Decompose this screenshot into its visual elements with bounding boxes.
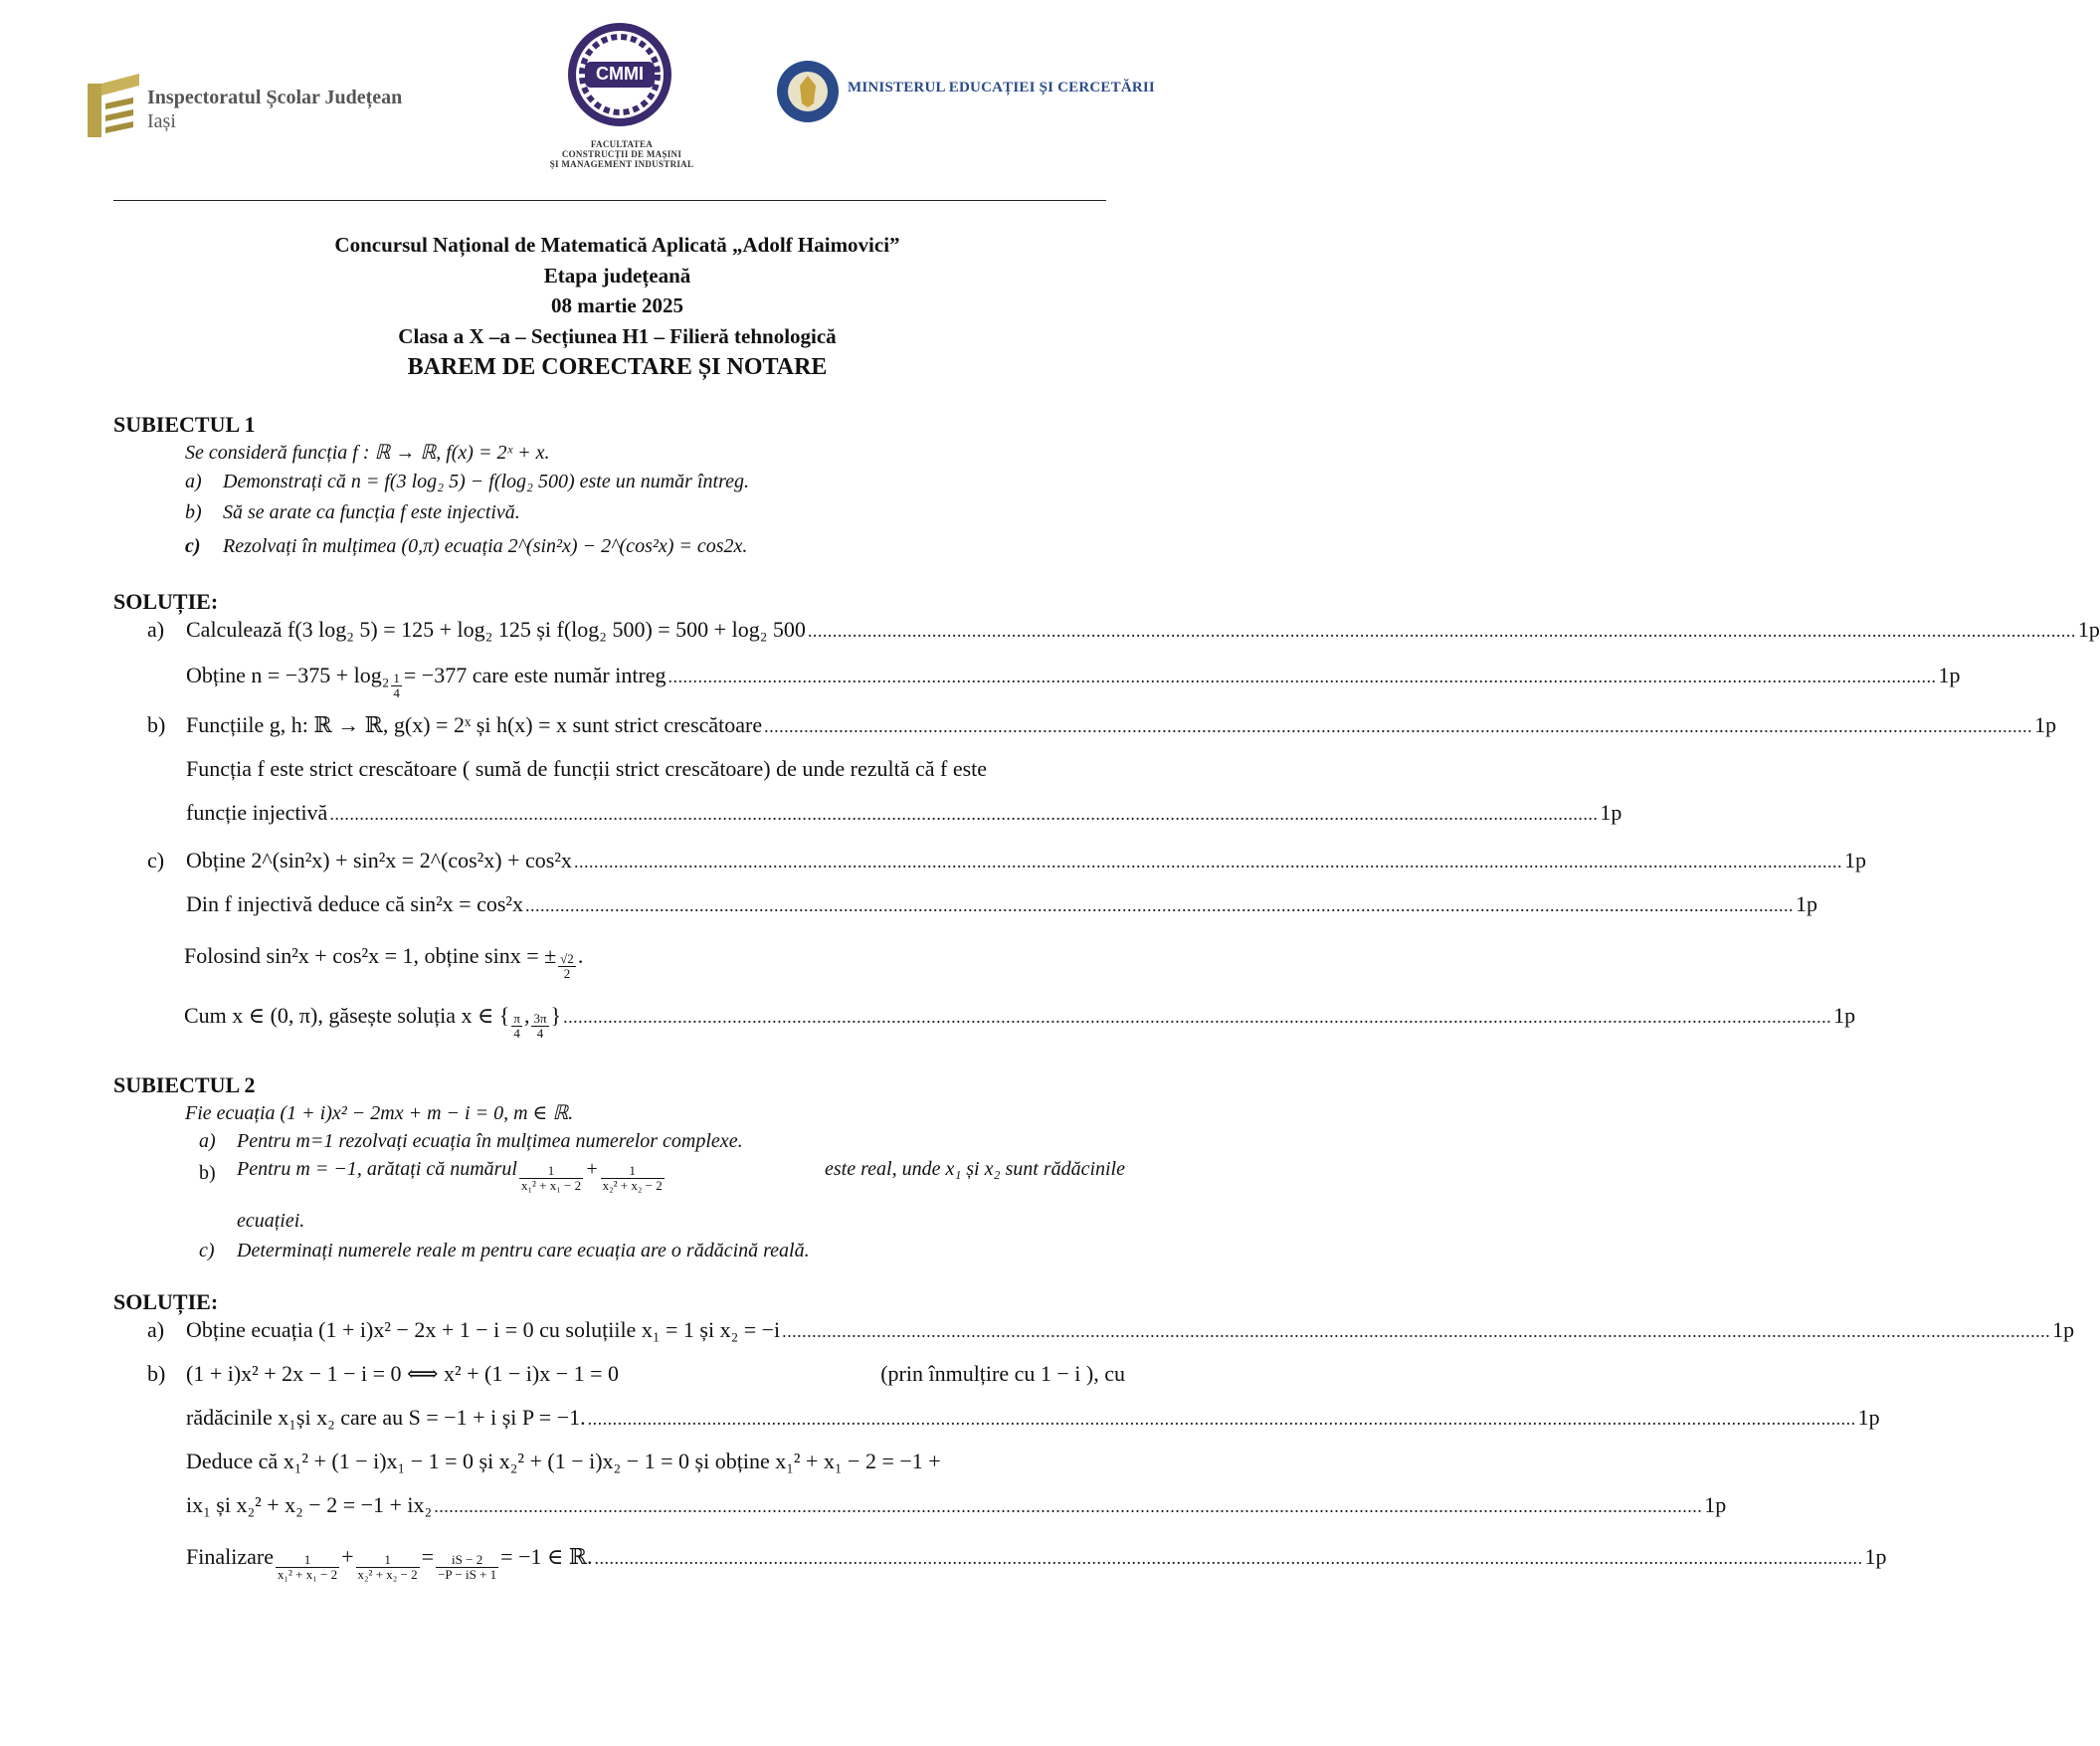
subject-2-intro: Fie ecuația (1 + i)x² − 2mx + m − i = 0, m ∈ ℝ. (185, 1102, 574, 1124)
fraction-denominator: 4 (393, 685, 400, 700)
dot-leader: ............................................................................................................................................................................................................................................................... (525, 895, 1794, 915)
solution-text: Folosind sin²x + cos²x = 1, obține sinx = ± (184, 943, 557, 968)
solution-text: rădăcinile x₁și x₂ care au S = −1 + i și P = −1. (186, 1405, 586, 1430)
subject-text: este real, unde x₁ și x₂ sunt rădăcinile (825, 1158, 1125, 1180)
points: 1p (1833, 1003, 1856, 1028)
solution-text: Finalizare (186, 1544, 274, 1569)
fraction-numerator: 1 (356, 1553, 420, 1568)
solution-text: (1 + i)x² + 2x − 1 − i = 0 ⟺ x² + (1 − i)x − 1 = 0 (186, 1361, 620, 1386)
solution-text: . (577, 943, 584, 968)
subject-1-c-label: c) (185, 535, 201, 557)
subject-1-c: Rezolvați în mulțimea (0,π) ecuația 2^(sin²x) − 2^(cos²x) = cos2x. (223, 535, 748, 557)
solution-1-b-label: b) (147, 712, 166, 737)
subject-1-heading: SUBIECTUL 1 (113, 412, 256, 437)
subject-1-b: Să se arate ca funcția f este injectivă. (223, 501, 520, 523)
fraction-numerator: iS − 2 (436, 1553, 498, 1568)
solution-text: (prin înmulțire cu 1 − i ), cu (880, 1361, 1125, 1386)
solution-text: Funcțiile g, h: ℝ → ℝ, g(x) = 2ˣ și h(x) = x sunt strict crescătoare (186, 712, 763, 737)
solution-text: Calculează f(3 log₂ 5) = 125 + log₂ 125 și f(log₂ 500) = 500 + log₂ 500 (186, 617, 806, 642)
solution-text: ix₁ și x₂² + x₂ − 2 = −1 + ix₂ (186, 1492, 433, 1517)
dot-leader: ............................................................................................................................................................................................................................................................... (587, 1409, 1856, 1429)
dot-leader: ............................................................................................................................................................................................................................................................... (668, 667, 1937, 686)
solution-1-c-label: c) (147, 848, 165, 873)
solution-text: , (523, 1003, 530, 1028)
dot-leader: ............................................................................................................................................................................................................................................................... (329, 804, 1599, 824)
solution-2-heading: SOLUȚIE: (113, 1289, 219, 1314)
solution-text: Obține n = −375 + log₂ (186, 663, 390, 687)
fraction-denominator: 4 (536, 1026, 544, 1041)
solution-2-b-line-5 (186, 1544, 1887, 1582)
solution-text: Obține ecuația (1 + i)x² − 2x + 1 − i = 0 cu soluțiile x₁ = 1 și x₂ = −i (186, 1317, 781, 1342)
dot-leader: ............................................................................................................................................................................................................................................................... (594, 1548, 1863, 1568)
contest-stage: Etapa județeană (543, 264, 691, 288)
cmmi-caption (527, 139, 716, 169)
dot-leader: ............................................................................................................................................................................................................................................................... (434, 1496, 1703, 1516)
solution-2-a-label: a) (147, 1317, 165, 1342)
fraction-numerator: √2 (560, 951, 574, 966)
solution-1-a-line-2 (186, 663, 1961, 700)
solution-2-b-line-2 (186, 1405, 1880, 1431)
solution-2-a-line-1 (186, 1317, 2075, 1343)
subject-2-b (237, 1158, 1125, 1193)
contest-title: Concursul Național de Matematică Aplicată „Adolf Haimovici” (334, 233, 900, 257)
subject-1-b-label: b) (185, 501, 202, 523)
solution-2-b-line-1 (186, 1361, 1125, 1387)
fraction-denominator: x₂² + x₂ − 2 (602, 1178, 663, 1193)
fraction-denominator: x₁² + x₁ − 2 (277, 1567, 338, 1582)
header-divider (113, 200, 1106, 201)
solution-2-b-line-4 (186, 1492, 1727, 1518)
solution-1-heading: SOLUȚIE: (113, 589, 219, 614)
solution-1-b-line-3 (186, 800, 1623, 826)
solution-text: = (421, 1544, 435, 1569)
subject-text: Pentru m = −1, arătați că numărul (237, 1158, 517, 1180)
subject-2-a: Pentru m=1 rezolvați ecuația în mulțimea numerelor complexe. (237, 1130, 743, 1152)
fraction (601, 1164, 665, 1193)
ministry-name: MINISTERUL EDUCAȚIEI ȘI CERCETĂRII (848, 80, 1155, 96)
subject-2-c: Determinați numerele reale m pentru care ecuația are o rădăcină reală. (237, 1240, 810, 1261)
fraction (558, 952, 576, 981)
contest-date: 08 martie 2025 (551, 293, 683, 317)
points: 1p (1864, 1544, 1887, 1569)
dot-leader: ............................................................................................................................................................................................................................................................... (764, 716, 2033, 736)
solution-1-c-line-3 (184, 943, 583, 981)
fraction-denominator: −P − iS + 1 (438, 1567, 497, 1582)
fraction-denominator: 2 (563, 966, 571, 981)
solution-1-c-line-1 (186, 848, 1866, 873)
solution-text: } (550, 1003, 562, 1028)
solution-text: Din f injectivă deduce că sin²x = cos²x (186, 891, 523, 916)
subject-1-a-label: a) (185, 471, 202, 492)
subject-2-b-label: b) (199, 1162, 216, 1184)
solution-1-c-line-4 (184, 1003, 1856, 1041)
solution-text: + (341, 1544, 354, 1569)
cmmi-caption-line: FACULTATEA (590, 139, 654, 149)
points: 1p (2077, 617, 2100, 642)
subject-2-c-label: c) (199, 1240, 215, 1261)
dot-leader: ............................................................................................................................................................................................................................................................... (782, 1321, 2051, 1341)
dot-leader: ............................................................................................................................................................................................................................................................... (807, 621, 2076, 641)
cmmi-logo-text: CMMI (596, 64, 644, 84)
fraction (276, 1553, 339, 1582)
dot-leader: ............................................................................................................................................................................................................................................................... (563, 1007, 1832, 1027)
points: 1p (1704, 1492, 1727, 1517)
fraction (519, 1164, 583, 1193)
solution-2-b-line-3: Deduce că x₁² + (1 − i)x₁ − 1 = 0 și x₂² + (1 − i)x₂ − 1 = 0 și obține x₁² + x₁ − 2 = −1 + (186, 1449, 941, 1473)
fraction-numerator: 3π (533, 1011, 547, 1026)
isj-title: Inspectoratul Școlar Județean (147, 87, 403, 108)
subject-2-b-cont: ecuației. (237, 1210, 305, 1232)
fraction-denominator: 4 (513, 1026, 520, 1041)
fraction (391, 672, 402, 700)
points: 1p (1600, 800, 1623, 825)
fraction-denominator: x₁² + x₁ − 2 (520, 1178, 582, 1193)
fraction-denominator: x₂² + x₂ − 2 (357, 1567, 418, 1582)
barem-title: BAREM DE CORECTARE ȘI NOTARE (407, 354, 828, 380)
fraction-numerator: 1 (601, 1164, 665, 1179)
fraction (356, 1553, 420, 1582)
solution-text: Cum x ∈ (0, π), găsește soluția x ∈ { (184, 1003, 510, 1028)
solution-text: funcție injectivă (186, 800, 328, 825)
fraction-numerator: 1 (276, 1553, 339, 1568)
solution-1-b-line-1 (186, 712, 2057, 738)
points: 1p (1796, 891, 1817, 916)
solution-1-c-line-2 (186, 891, 1817, 917)
subject-1-a: Demonstrați că n = f(3 log₂ 5) − f(log₂ 500) este un număr întreg. (223, 471, 749, 492)
fraction-numerator: π (513, 1011, 520, 1026)
isj-logo-icon (88, 74, 139, 137)
subject-text: + (585, 1158, 599, 1180)
cmmi-caption-line: CONSTRUCȚII DE MAȘINI (561, 149, 682, 159)
points: 1p (1938, 663, 1961, 687)
fraction-numerator: 1 (393, 671, 400, 685)
solution-1-b-line-2: Funcția f este strict crescătoare ( sumă de funcții strict crescătoare) de unde rezultă că f este (186, 756, 988, 781)
solution-2-b-label: b) (147, 1361, 166, 1386)
solution-text: Obține 2^(sin²x) + sin²x = 2^(cos²x) + cos²x (186, 848, 572, 873)
solution-1-a-label: a) (147, 617, 165, 642)
subject-2-a-label: a) (199, 1130, 216, 1152)
dot-leader: ............................................................................................................................................................................................................................................................... (573, 852, 1842, 872)
fraction (436, 1553, 498, 1582)
ministry-seal-icon (776, 60, 840, 123)
solution-text: = −1 ∈ ℝ. (500, 1544, 593, 1569)
subject-2-heading: SUBIECTUL 2 (113, 1072, 256, 1097)
solution-1-a-line-1 (186, 617, 2100, 643)
isj-name (147, 86, 402, 133)
points: 1p (1843, 848, 1866, 873)
subject-1-intro: Se consideră funcția f : ℝ → ℝ, f(x) = 2ˣ + x. (185, 442, 550, 464)
fraction (511, 1012, 522, 1041)
solution-text: = −377 care este număr intreg (403, 663, 667, 687)
points: 1p (2052, 1317, 2075, 1342)
fraction-numerator: 1 (519, 1164, 583, 1179)
cmmi-caption-line: ȘI MANAGEMENT INDUSTRIAL (549, 159, 694, 169)
points: 1p (2034, 712, 2057, 737)
fraction (531, 1012, 548, 1041)
isj-city: Iași (147, 110, 176, 132)
contest-class: Clasa a X –a – Secțiunea H1 – Filieră tehnologică (398, 324, 837, 348)
points: 1p (1857, 1405, 1880, 1430)
